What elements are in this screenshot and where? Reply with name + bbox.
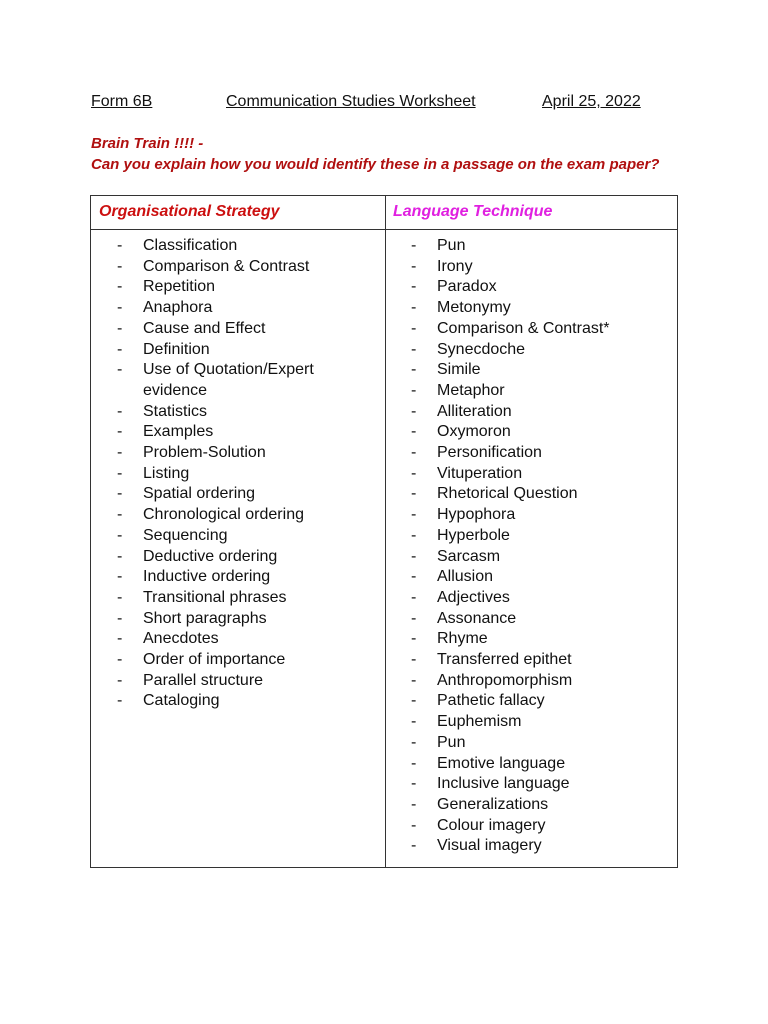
worksheet-date: April 25, 2022 [542, 93, 641, 110]
worksheet-header [91, 93, 671, 115]
list-item: - Definition [91, 340, 341, 361]
worksheet-title: Communication Studies Worksheet [226, 93, 476, 110]
list-item: - Problem-Solution [91, 443, 341, 464]
list-item: - Metaphor [385, 381, 665, 402]
list-item: - Adjectives [385, 588, 665, 609]
prompt-question: Can you explain how you would identify these in a passage on the exam paper? [91, 155, 660, 173]
list-item: - Use of Quotation/Expert evidence [91, 360, 341, 401]
list-item: - Deductive ordering [91, 547, 341, 568]
prompt-title: Brain Train !!!! - [91, 135, 204, 152]
list-item: - Personification [385, 443, 665, 464]
list-item: - Euphemism [385, 712, 665, 733]
list-item: - Assonance [385, 609, 665, 630]
list-item: - Anthropomorphism [385, 671, 665, 692]
list-item: - Transitional phrases [91, 588, 341, 609]
list-item: - Comparison & Contrast* [385, 319, 665, 340]
list-item: - Synecdoche [385, 340, 665, 361]
list-item: - Inductive ordering [91, 567, 341, 588]
list-item: - Transferred epithet [385, 650, 665, 671]
brain-train-prompt [91, 134, 659, 175]
list-item: - Pathetic fallacy [385, 691, 665, 712]
language-technique-list [385, 236, 665, 857]
list-item: - Cause and Effect [91, 319, 341, 340]
list-item: - Colour imagery [385, 816, 665, 837]
list-item: - Hypophora [385, 505, 665, 526]
list-item: - Pun [385, 236, 665, 257]
organisational-strategy-list [91, 236, 341, 712]
list-item: - Vituperation [385, 464, 665, 485]
language-technique-heading: Language Technique [393, 203, 553, 220]
list-item: - Cataloging [91, 691, 341, 712]
list-item: - Alliteration [385, 402, 665, 423]
organisational-strategy-heading: Organisational Strategy [99, 203, 280, 220]
list-item: - Listing [91, 464, 341, 485]
list-item: - Emotive language [385, 754, 665, 775]
list-item: - Statistics [91, 402, 341, 423]
list-item: - Comparison & Contrast [91, 257, 341, 278]
techniques-table [90, 195, 678, 868]
list-item: - Pun [385, 733, 665, 754]
list-item: - Examples [91, 422, 341, 443]
list-item: - Visual imagery [385, 836, 665, 857]
list-item: - Sequencing [91, 526, 341, 547]
list-item: - Order of importance [91, 650, 341, 671]
list-item: - Metonymy [385, 298, 665, 319]
list-item: - Short paragraphs [91, 609, 341, 630]
list-item: - Irony [385, 257, 665, 278]
list-item: - Spatial ordering [91, 484, 341, 505]
list-item: - Allusion [385, 567, 665, 588]
header-divider [91, 229, 677, 230]
form-label: Form 6B [91, 93, 153, 110]
list-item: - Repetition [91, 277, 341, 298]
list-item: - Chronological ordering [91, 505, 341, 526]
list-item: - Rhyme [385, 629, 665, 650]
list-item: - Anecdotes [91, 629, 341, 650]
list-item: - Oxymoron [385, 422, 665, 443]
list-item: - Parallel structure [91, 671, 341, 692]
list-item: - Hyperbole [385, 526, 665, 547]
list-item: - Anaphora [91, 298, 341, 319]
list-item: - Paradox [385, 277, 665, 298]
list-item: - Rhetorical Question [385, 484, 665, 505]
list-item: - Classification [91, 236, 341, 257]
list-item: - Sarcasm [385, 547, 665, 568]
list-item: - Inclusive language [385, 774, 665, 795]
list-item: - Generalizations [385, 795, 665, 816]
list-item: - Simile [385, 360, 665, 381]
